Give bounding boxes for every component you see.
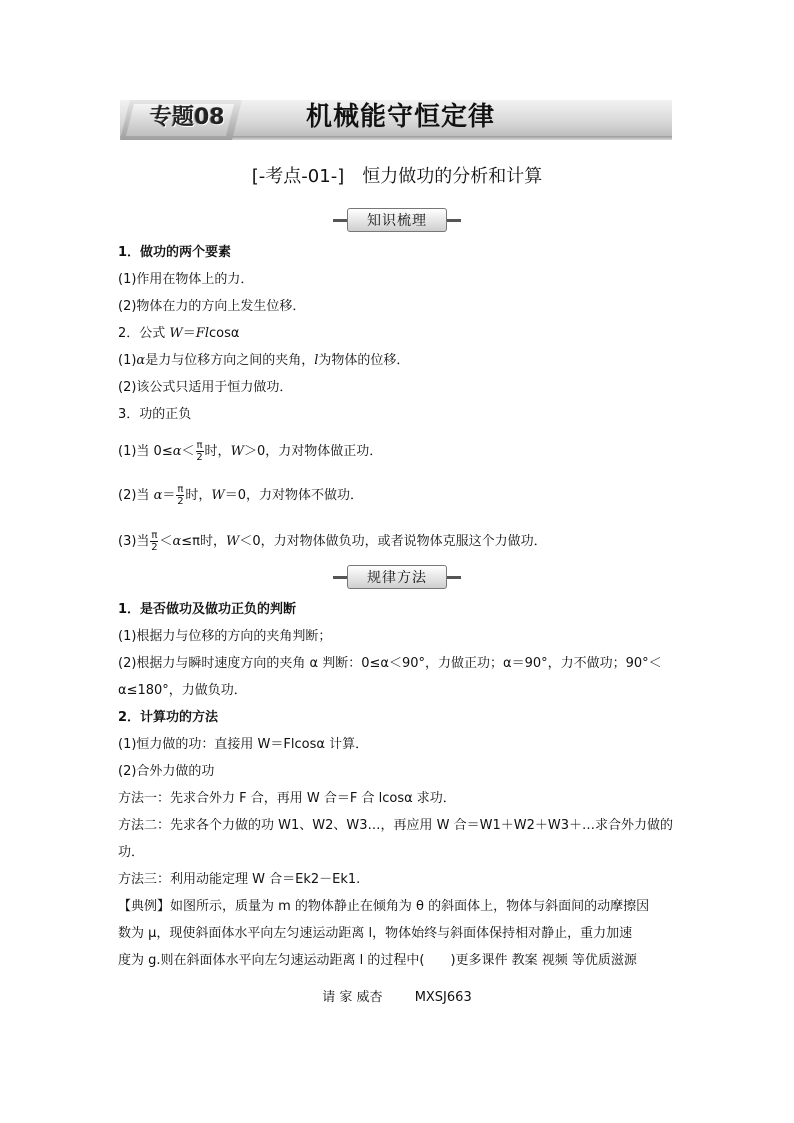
text: ＞0，力对物体做正功． xyxy=(243,444,383,459)
footer-text: 请 家 威杏 xyxy=(322,990,383,1005)
knowledge-heading-2 xyxy=(118,325,239,343)
methods-point-1: (1)根据力与位移的方向的夹角判断； xyxy=(118,629,332,644)
sign-case-1 xyxy=(118,440,382,463)
method-two: 方法二：先求各个力做的功 W1、W2、W3…，再应用 W 合＝W1＋W2＋W3＋…求合外力做的 xyxy=(118,818,674,833)
knowledge-heading-3: 3．功的正负 xyxy=(118,407,192,422)
text: ＜0，力对物体做负功，或者说物体克服这个力做功． xyxy=(239,534,547,549)
denominator: 2 xyxy=(151,542,158,553)
knowledge-point-4: (2)该公式只适用于恒力做功． xyxy=(118,380,293,395)
formula-w: W xyxy=(169,326,183,341)
footer-code: MXSJ663 xyxy=(414,990,472,1005)
numerator: π xyxy=(151,530,158,541)
section-title: 知识梳理 xyxy=(367,213,427,229)
var-l: l xyxy=(314,353,319,368)
text: ＜ xyxy=(159,534,173,549)
methods-point-2: (2)根据力与瞬时速度方向的夹角 α 判断：0≤α＜90°，力做正功；α＝90°，力不做功；90°＜ xyxy=(118,656,662,671)
text: 为物体的位移． xyxy=(318,353,410,368)
method-two-cont: 功． xyxy=(118,845,145,860)
fraction-pi-over-2 xyxy=(176,484,184,507)
topic-heading: [-考点-01-] 恒力做功的分析和计算 xyxy=(251,166,543,187)
text: (1)当 0≤ xyxy=(118,444,173,459)
formula-eq: ＝ xyxy=(182,326,196,341)
var-alpha: α xyxy=(172,534,182,549)
text: ≤π时， xyxy=(181,534,226,549)
knowledge-heading-1: 1．做功的两个要素 xyxy=(118,245,232,260)
text: 是力与位移方向之间的夹角， xyxy=(145,353,315,368)
chapter-banner xyxy=(120,100,672,140)
method-three: 方法三：利用动能定理 W 合＝Ek2－Ek1. xyxy=(118,872,361,887)
text: ＜ xyxy=(181,444,195,459)
section-label-knowledge xyxy=(333,208,461,232)
formula-fl: Fl xyxy=(195,326,209,341)
example-line-2: 数为 μ，现使斜面体水平向左匀速运动距离 l，物体始终与斜面体保持相对静止，重力加速 xyxy=(118,926,633,941)
example-line-1: 【典例】如图所示，质量为 m 的物体静止在倾角为 θ 的斜面体上，物体与斜面间的动摩擦因 xyxy=(118,899,650,914)
knowledge-point-2: (2)物体在力的方向上发生位移． xyxy=(118,299,306,314)
denominator: 2 xyxy=(177,496,184,507)
text: 时， xyxy=(204,444,231,459)
var-alpha: α xyxy=(153,488,163,503)
text: ＝0，力对物体不做功． xyxy=(224,488,364,503)
knowledge-point-3 xyxy=(118,352,409,370)
section-label-methods xyxy=(333,565,461,589)
formula-cos: cosα xyxy=(208,326,240,341)
sign-case-2 xyxy=(118,484,363,507)
methods-point-2-cont: α≤180°，力做负功． xyxy=(118,683,247,698)
fraction-pi-over-2 xyxy=(150,530,158,553)
text: (1) xyxy=(118,353,137,368)
sign-case-3 xyxy=(118,530,547,553)
method-one: 方法一：先求合外力 F 合，再用 W 合＝F 合 lcosα 求功． xyxy=(118,791,456,806)
numerator: π xyxy=(177,484,184,495)
text: (3)当 xyxy=(118,534,150,549)
fraction-pi-over-2 xyxy=(196,440,204,463)
numerator: π xyxy=(196,440,203,451)
var-w: W xyxy=(211,488,225,503)
page-footer xyxy=(0,986,794,1005)
methods-point-3: (1)恒力做的功：直接用 W＝Flcosα 计算． xyxy=(118,737,369,752)
methods-point-4: (2)合外力做的功 xyxy=(118,764,215,779)
series-label: 专题08 xyxy=(150,105,225,130)
var-alpha: α xyxy=(172,444,182,459)
text: 时， xyxy=(185,488,212,503)
example-line-3: 度为 g.则在斜面体水平向左匀速运动距离 l 的过程中( )更多课件 教案 视频 等优质滋源 xyxy=(118,953,637,968)
text: (2)当 xyxy=(118,488,154,503)
heading-text: 2．公式 xyxy=(118,326,170,341)
var-alpha: α xyxy=(136,353,146,368)
chapter-title: 机械能守恒定律 xyxy=(306,102,496,132)
var-w: W xyxy=(230,444,244,459)
var-w: W xyxy=(225,534,240,549)
denominator: 2 xyxy=(196,452,203,463)
methods-heading-1: 1．是否做功及做功正负的判断 xyxy=(118,602,297,617)
methods-heading-2: 2．计算功的方法 xyxy=(118,710,219,725)
knowledge-point-1: (1)作用在物体上的力． xyxy=(118,272,254,287)
text: ＝ xyxy=(162,488,176,503)
section-title: 规律方法 xyxy=(367,570,427,586)
